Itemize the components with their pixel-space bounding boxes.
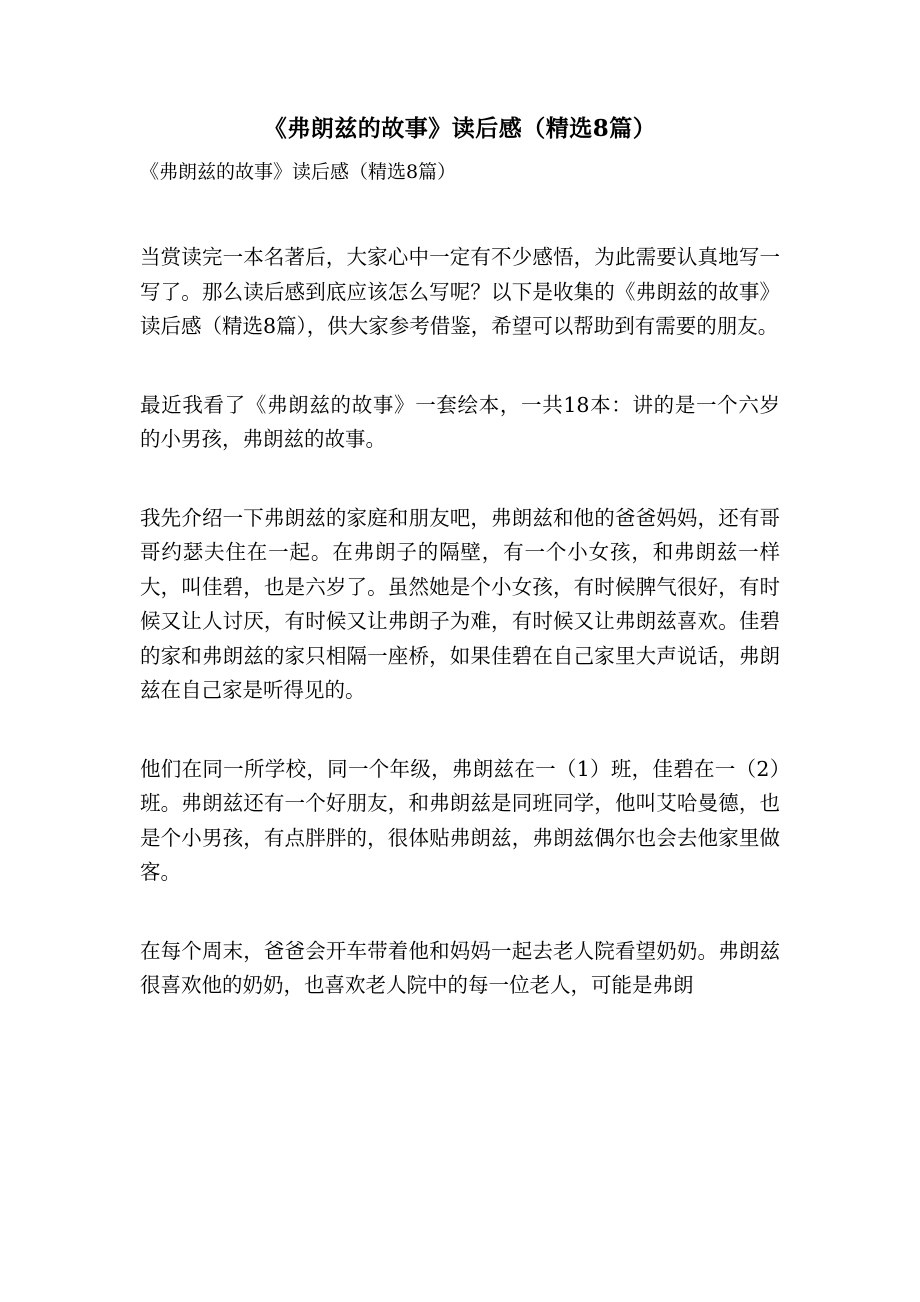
paragraph-book-overview: 最近我看了《弗朗兹的故事》一套绘本，一共18本：讲的是一个六岁的小男孩，弗朗兹的故事。	[140, 392, 780, 451]
paragraph-weekend: 在每个周末，爸爸会开车带着他和妈妈一起去老人院看望奶奶。弗朗兹很喜欢他的奶奶，也喜欢老人院中的每一位老人，可能是弗朗	[140, 938, 780, 997]
paragraph-school: 他们在同一所学校，同一个年级，弗朗兹在一（1）班，佳碧在一（2）班。弗朗兹还有一个好朋友，和弗朗兹是同班同学，他叫艾哈曼德，也是个小男孩，有点胖胖的，很体贴弗朗兹，弗朗兹偶尔也会去他家里做客。	[140, 756, 780, 884]
paragraph-intro: 当赏读完一本名著后，大家心中一定有不少感悟，为此需要认真地写一写了。那么读后感到底应该怎么写呢？以下是收集的《弗朗兹的故事》读后感（精选8篇），供大家参考借鉴，希望可以帮助到有需要的朋友。	[140, 245, 780, 338]
document-subtitle: 《弗朗兹的故事》读后感（精选8篇）	[140, 161, 457, 183]
document-body	[140, 240, 780, 1047]
document-title: 《弗朗兹的故事》读后感（精选8篇）	[263, 115, 657, 142]
paragraph-family-friends: 我先介绍一下弗朗兹的家庭和朋友吧，弗朗兹和他的爸爸妈妈，还有哥哥约瑟夫住在一起。在弗朗子的隔壁，有一个小女孩，和弗朗兹一样大，叫佳碧，也是六岁了。虽然她是个小女孩，有时候脾气很好，有时候又让人讨厌，有时候又让弗朗子为难，有时候又让弗朗兹喜欢。佳碧的家和弗朗兹的家只相隔一座桥，如果佳碧在自己家里大声说话，弗朗兹在自己家是听得见的。	[140, 505, 780, 702]
